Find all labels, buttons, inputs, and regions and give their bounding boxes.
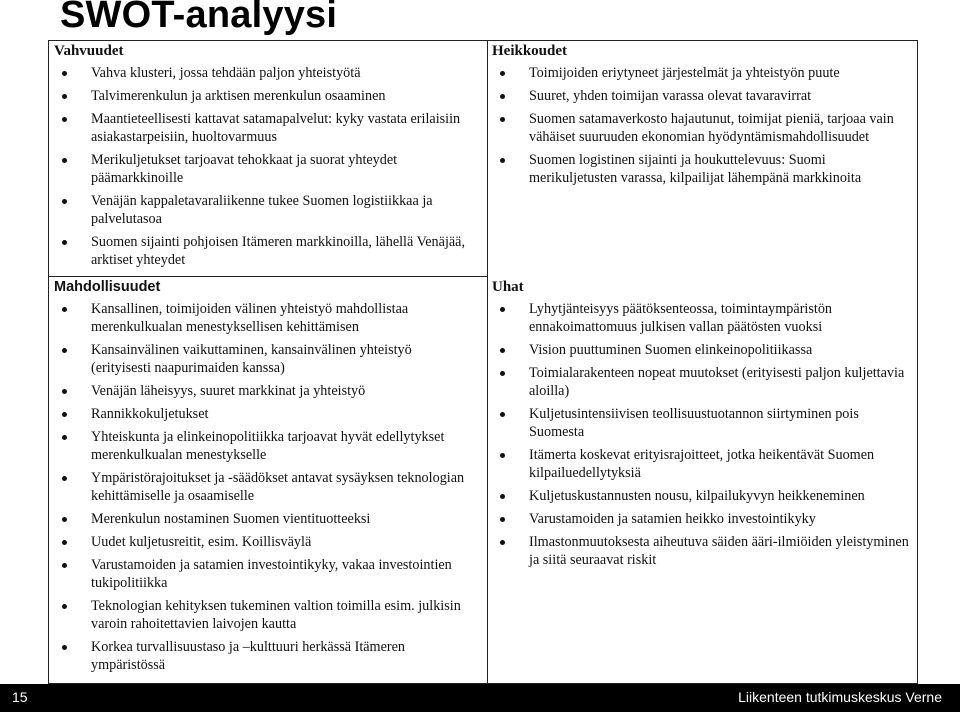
list-item xyxy=(54,110,474,146)
bullet-icon xyxy=(62,412,67,417)
list-item-text: Venäjän kappaletavaraliikenne tukee Suomen logistiikkaa ja palvelutasoa xyxy=(91,193,433,227)
list-item-text: Kuljetusintensiivisen teollisuustuotannon siirtyminen pois Suomesta xyxy=(529,406,859,440)
list-item-text: Toimijoiden eriytyneet järjestelmät ja yhteistyön puute xyxy=(529,65,840,81)
list-item xyxy=(54,300,474,336)
list-item-text: Merenkulun nostaminen Suomen vientituotteeksi xyxy=(91,511,371,527)
bullet-icon xyxy=(500,117,505,122)
list-item xyxy=(54,638,474,674)
list-item xyxy=(54,151,474,187)
bullet-icon xyxy=(500,453,505,458)
organization-name: Liikenteen tutkimuskeskus Verne xyxy=(738,689,942,705)
list-item xyxy=(492,341,912,359)
bullet-icon xyxy=(62,435,67,440)
bullet-icon xyxy=(62,199,67,204)
threats-list xyxy=(492,300,912,569)
strengths-list xyxy=(54,64,474,269)
list-item-text: Maantieteellisesti kattavat satamapalvelut: kyky vastata erilaisiin asiakastarpeisiin, huoltovarmuus xyxy=(91,111,461,145)
table-divider-horizontal xyxy=(48,276,487,277)
opportunities-list xyxy=(54,300,474,674)
bullet-icon xyxy=(500,158,505,163)
list-item xyxy=(54,64,474,82)
list-item xyxy=(492,110,912,146)
bullet-icon xyxy=(62,476,67,481)
bullet-icon xyxy=(62,117,67,122)
table-divider-vertical xyxy=(487,40,488,684)
bullet-icon xyxy=(500,307,505,312)
bullet-icon xyxy=(62,517,67,522)
strengths-quadrant xyxy=(54,42,474,274)
strengths-heading: Vahvuudet xyxy=(54,43,124,59)
list-item-text: Kansainvälinen vaikuttaminen, kansainvälinen yhteistyö (erityisesti naapurimaiden kanssa) xyxy=(91,342,412,376)
opportunities-quadrant xyxy=(54,278,474,679)
bullet-icon xyxy=(500,517,505,522)
bullet-icon xyxy=(62,604,67,609)
list-item-text: Venäjän läheisyys, suuret markkinat ja yhteistyö xyxy=(91,383,366,399)
threats-quadrant xyxy=(492,278,912,574)
weaknesses-quadrant xyxy=(492,42,912,192)
bullet-icon xyxy=(62,240,67,245)
list-item-text: Ilmastonmuutoksesta aiheutuva säiden ääri-ilmiöiden yleistyminen ja siitä seuraavat riskit xyxy=(529,534,909,568)
list-item-text: Kuljetuskustannusten nousu, kilpailukyvyn heikkeneminen xyxy=(529,488,865,504)
list-item xyxy=(54,382,474,400)
list-item xyxy=(54,233,474,269)
list-item xyxy=(492,510,912,528)
list-item xyxy=(54,428,474,464)
list-item xyxy=(492,487,912,505)
list-item xyxy=(54,510,474,528)
list-item xyxy=(54,597,474,633)
bullet-icon xyxy=(62,540,67,545)
bullet-icon xyxy=(500,494,505,499)
weaknesses-heading: Heikkoudet xyxy=(492,43,568,59)
list-item-text: Vision puuttuminen Suomen elinkeinopolitiikassa xyxy=(529,342,813,358)
bullet-icon xyxy=(62,389,67,394)
list-item xyxy=(492,364,912,400)
list-item-text: Vahva klusteri, jossa tehdään paljon yhteistyötä xyxy=(91,65,361,81)
list-item-text: Itämerta koskevat erityisrajoitteet, jotka heikentävät Suomen kilpailuedellytyksiä xyxy=(529,447,875,481)
list-item xyxy=(492,87,912,105)
list-item xyxy=(492,300,912,336)
list-item-text: Yhteiskunta ja elinkeinopolitiikka tarjoavat hyvät edellytykset merenkulkualan menestykselle xyxy=(91,429,445,463)
list-item-text: Ympäristörajoitukset ja -säädökset antavat sysäyksen teknologian kehittämiselle ja osaamiselle xyxy=(91,470,465,504)
weaknesses-list xyxy=(492,64,912,187)
list-item xyxy=(54,556,474,592)
bullet-icon xyxy=(500,412,505,417)
page-title: SWOT-analyysi xyxy=(60,0,338,36)
list-item xyxy=(492,446,912,482)
list-item xyxy=(54,87,474,105)
bullet-icon xyxy=(500,94,505,99)
list-item-text: Merikuljetukset tarjoavat tehokkaat ja suorat yhteydet päämarkkinoille xyxy=(91,152,398,186)
bullet-icon xyxy=(62,71,67,76)
list-item-text: Suomen satamaverkosto hajautunut, toimijat pieniä, tarjoaa vain vähäiset suuruuden ekonomian hyödyntämismahdollisuudet xyxy=(529,111,894,145)
threats-heading: Uhat xyxy=(492,279,524,295)
list-item-text: Uudet kuljetusreitit, esim. Koillisväylä xyxy=(91,534,312,550)
page-number: 15 xyxy=(12,689,28,705)
bullet-icon xyxy=(62,645,67,650)
list-item-text: Kansallinen, toimijoiden välinen yhteistyö mahdollistaa merenkulkualan menestyksellisen kehittämisen xyxy=(91,301,409,335)
bullet-icon xyxy=(500,540,505,545)
list-item-text: Suomen sijainti pohjoisen Itämeren markkinoilla, lähellä Venäjää, arktiset yhteydet xyxy=(91,234,466,268)
list-item xyxy=(492,64,912,82)
list-item-text: Lyhytjänteisyys päätöksenteossa, toimintaympäristön ennakoimattomuus julkisen vallan päätösten vuoksi xyxy=(529,301,833,335)
bullet-icon xyxy=(500,71,505,76)
list-item xyxy=(492,405,912,441)
list-item xyxy=(54,469,474,505)
list-item xyxy=(54,341,474,377)
bullet-icon xyxy=(62,94,67,99)
bullet-icon xyxy=(62,158,67,163)
list-item xyxy=(54,192,474,228)
bullet-icon xyxy=(62,348,67,353)
list-item-text: Suomen logistinen sijainti ja houkuttelevuus: Suomi merikuljetusten varassa, kilpailijat lähempänä markkinoita xyxy=(529,152,862,186)
list-item-text: Varustamoiden ja satamien investointikyky, vakaa investointien tukipolitiikka xyxy=(91,557,452,591)
bullet-icon xyxy=(62,563,67,568)
opportunities-heading: Mahdollisuudet xyxy=(54,279,161,295)
list-item-text: Varustamoiden ja satamien heikko investointikyky xyxy=(529,511,816,527)
bullet-icon xyxy=(500,348,505,353)
list-item xyxy=(54,533,474,551)
list-item xyxy=(492,533,912,569)
list-item-text: Talvimerenkulun ja arktisen merenkulun osaaminen xyxy=(91,88,386,104)
list-item-text: Toimialarakenteen nopeat muutokset (erityisesti paljon kuljettavia aloilla) xyxy=(529,365,905,399)
list-item xyxy=(492,151,912,187)
list-item-text: Suuret, yhden toimijan varassa olevat tavaravirrat xyxy=(529,88,812,104)
list-item xyxy=(54,405,474,423)
bullet-icon xyxy=(500,371,505,376)
list-item-text: Teknologian kehityksen tukeminen valtion toimilla esim. julkisin varoin rahoitettavien laivojen kautta xyxy=(91,598,461,632)
list-item-text: Rannikkokuljetukset xyxy=(91,406,209,422)
bullet-icon xyxy=(62,307,67,312)
list-item-text: Korkea turvallisuustaso ja –kulttuuri herkässä Itämeren ympäristössä xyxy=(91,639,406,673)
